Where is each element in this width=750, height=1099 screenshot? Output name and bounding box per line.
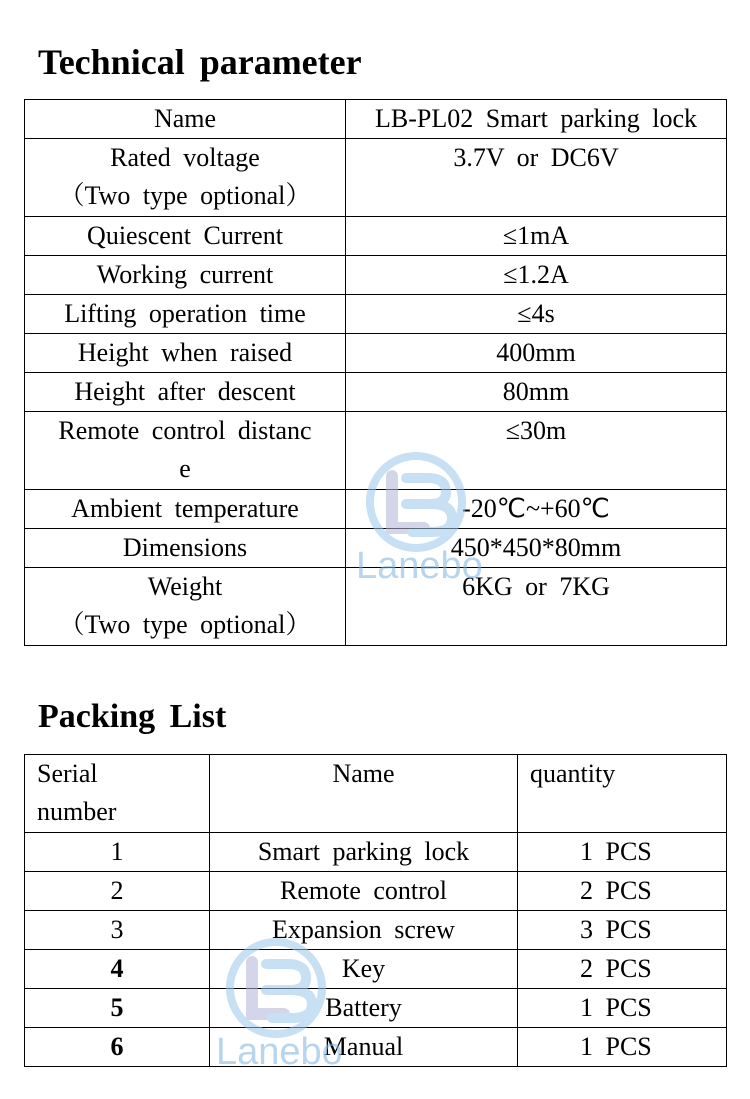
cell-line: ≤4s: [517, 299, 555, 328]
cell-line: ≤1.2A: [503, 260, 569, 289]
cell-line: number: [37, 797, 117, 826]
value-cell: [346, 490, 727, 529]
cell-line: （Two type optional）: [58, 181, 312, 210]
item-name-cell: Battery: [210, 989, 518, 1028]
packing-header-row: [25, 755, 727, 833]
parameter-cell: [25, 100, 346, 139]
serial-number-cell: 2: [25, 872, 210, 911]
tech-row: [25, 256, 727, 295]
packing-row: [25, 872, 727, 911]
cell-line: Quiescent Current: [87, 221, 283, 250]
value-cell: [346, 568, 727, 646]
parameter-cell: [25, 139, 346, 217]
parameter-cell: [25, 412, 346, 490]
cell-line: （Two type optional）: [58, 610, 312, 639]
serial-number-cell: 4: [25, 950, 210, 989]
tech-row: [25, 217, 727, 256]
quantity-cell: 1 PCS: [518, 989, 727, 1028]
cell-line: Ambient temperature: [71, 494, 299, 523]
item-name-cell: Remote control: [210, 872, 518, 911]
technical-parameter-table: [24, 99, 727, 646]
value-cell: [346, 373, 727, 412]
packing-row: [25, 833, 727, 872]
item-name-cell: Expansion screw: [210, 911, 518, 950]
value-cell: [346, 412, 727, 490]
parameter-cell: [25, 373, 346, 412]
cell-line: 6KG or 7KG: [462, 572, 610, 601]
packing-list-title: Packing List: [38, 698, 227, 735]
watermark-text: Lanebo: [216, 1031, 343, 1073]
cell-line: 80mm: [502, 377, 570, 406]
header-name: Name: [210, 755, 518, 833]
quantity-cell: 1 PCS: [518, 833, 727, 872]
tech-row: [25, 139, 727, 217]
packing-list-table: [24, 754, 727, 1067]
tech-row: [25, 100, 727, 139]
tech-row: [25, 334, 727, 373]
cell-line: ≤30m: [505, 416, 567, 445]
header-serial-number: [25, 755, 210, 833]
serial-number-cell: 1: [25, 833, 210, 872]
watermark-text: Lanebo: [356, 545, 483, 587]
value-cell: [346, 256, 727, 295]
packing-row: [25, 1028, 727, 1067]
quantity-cell: 2 PCS: [518, 872, 727, 911]
value-cell: [346, 529, 727, 568]
item-name-cell: Manual: [210, 1028, 518, 1067]
parameter-cell: [25, 490, 346, 529]
parameter-cell: [25, 568, 346, 646]
cell-line: Height after descent: [74, 377, 296, 406]
cell-line: Remote control distanc: [58, 416, 312, 445]
value-cell: [346, 139, 727, 217]
technical-parameter-title: Technical parameter: [38, 42, 362, 82]
serial-number-cell: 6: [25, 1028, 210, 1067]
parameter-cell: [25, 529, 346, 568]
tech-row: [25, 490, 727, 529]
cell-line: Serial: [37, 759, 98, 788]
cell-line: Rated voltage: [110, 143, 260, 172]
cell-line: 3.7V or DC6V: [453, 143, 619, 172]
value-cell: [346, 295, 727, 334]
cell-line: -20℃~+60℃: [462, 494, 610, 523]
quantity-cell: 3 PCS: [518, 911, 727, 950]
quantity-cell: 1 PCS: [518, 1028, 727, 1067]
cell-line: Height when raised: [77, 338, 293, 367]
cell-line: Lifting operation time: [64, 299, 306, 328]
tech-row: [25, 568, 727, 646]
quantity-cell: 2 PCS: [518, 950, 727, 989]
parameter-cell: [25, 295, 346, 334]
cell-line: ≤1mA: [502, 221, 570, 250]
cell-line: 400mm: [496, 338, 576, 367]
tech-row: [25, 412, 727, 490]
packing-row: [25, 950, 727, 989]
parameter-cell: [25, 334, 346, 373]
parameter-cell: [25, 256, 346, 295]
tech-row: [25, 529, 727, 568]
cell-line: Working current: [96, 260, 274, 289]
serial-number-cell: 3: [25, 911, 210, 950]
cell-line: Dimensions: [122, 533, 248, 562]
packing-row: [25, 989, 727, 1028]
packing-row: [25, 911, 727, 950]
cell-line: Name: [153, 104, 217, 133]
cell-line: e: [179, 454, 191, 483]
cell-line: 450*450*80mm: [450, 533, 622, 562]
tech-row: [25, 295, 727, 334]
value-cell: [346, 217, 727, 256]
cell-line: LB-PL02 Smart parking lock: [374, 104, 697, 133]
item-name-cell: Key: [210, 950, 518, 989]
serial-number-cell: 5: [25, 989, 210, 1028]
header-quantity: quantity: [518, 755, 727, 833]
item-name-cell: Smart parking lock: [210, 833, 518, 872]
value-cell: [346, 334, 727, 373]
value-cell: [346, 100, 727, 139]
cell-line: Weight: [147, 572, 223, 601]
parameter-cell: [25, 217, 346, 256]
tech-row: [25, 373, 727, 412]
